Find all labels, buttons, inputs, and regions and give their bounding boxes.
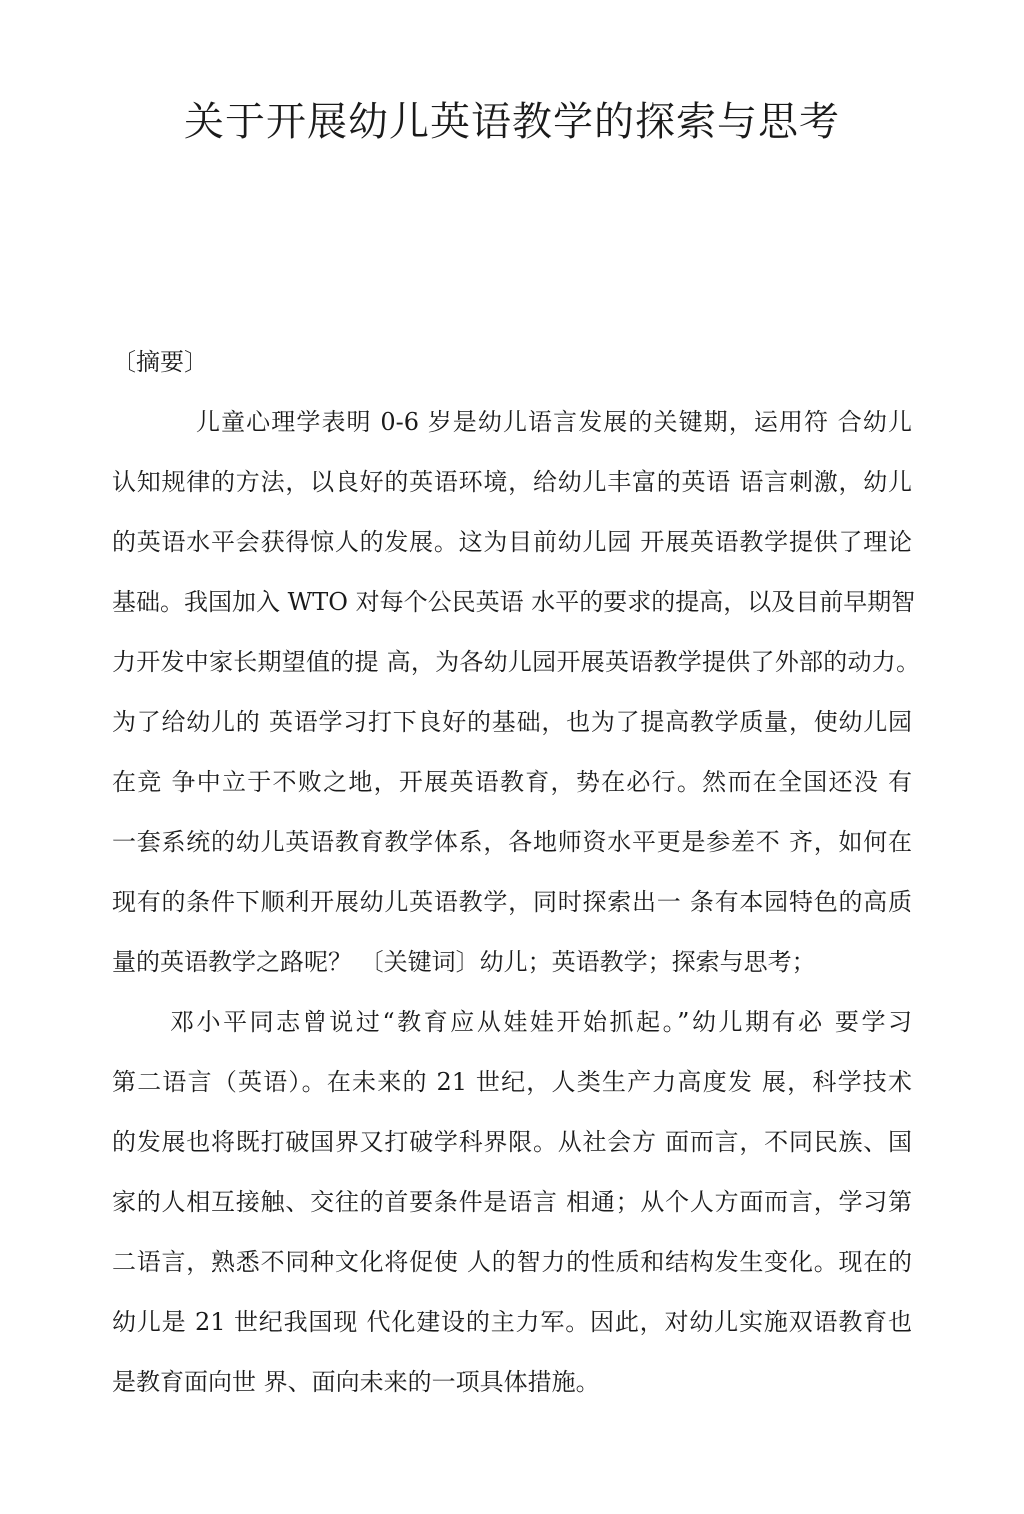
paragraph-line: 的英语水平会获得惊人的发展。这为目前幼儿园 开展英语教学提供了理论 xyxy=(112,528,912,556)
paragraph-line: 认知规律的方法，以良好的英语环境，给幼儿丰富的英语 语言刺激，幼儿 xyxy=(112,468,912,496)
paragraph-line: 的发展也将既打破国界又打破学科界限。从社会方 面而言，不同民族、国 xyxy=(112,1128,912,1156)
abstract-label: 〔摘要〕 xyxy=(112,348,208,376)
paragraph-line: 基础。我国加入 WTO 对每个公民英语 水平的要求的提高，以及目前早期智 xyxy=(112,588,916,616)
paragraph-line: 一套系统的幼儿英语教育教学体系，各地师资水平更是参差不 齐，如何在 xyxy=(112,828,912,856)
paragraph-line: 邓小平同志曾说过“教育应从娃娃开始抓起。”幼儿期有必 要学习 xyxy=(170,1008,912,1036)
paragraph-line: 量的英语教学之路呢？ 〔关键词〕幼儿；英语教学；探索与思考； xyxy=(112,948,816,976)
paragraph-line: 幼儿是 21 世纪我国现 代化建设的主力军。因此，对幼儿实施双语教育也 xyxy=(112,1308,912,1336)
paragraph-line: 为了给幼儿的 英语学习打下良好的基础，也为了提高教学质量，使幼儿园 xyxy=(112,708,912,736)
paragraph-line: 家的人相互接触、交往的首要条件是语言 相通；从个人方面而言，学习第 xyxy=(112,1188,912,1216)
paragraph-line: 在竞 争中立于不败之地，开展英语教育，势在必行。然而在全国还没 有 xyxy=(112,768,912,796)
paragraph-line: 第二语言（英语）。在未来的 21 世纪，人类生产力高度发 展，科学技术 xyxy=(112,1068,912,1096)
paragraph-line: 现有的条件下顺利开展幼儿英语教学，同时探索出一 条有本园特色的高质 xyxy=(112,888,912,916)
paragraph-line: 是教育面向世 界、面向未来的一项具体措施。 xyxy=(112,1368,600,1396)
paragraph-line: 力开发中家长期望值的提 高，为各幼儿园开展英语教学提供了外部的动力。 xyxy=(112,648,920,676)
document-title: 关于开展幼儿英语教学的探索与思考 xyxy=(184,99,840,145)
paragraph-line: 二语言，熟悉不同种文化将促使 人的智力的性质和结构发生变化。现在的 xyxy=(112,1248,912,1276)
paragraph-line: 儿童心理学表明 0-6 岁是幼儿语言发展的关键期，运用符 合幼儿 xyxy=(196,408,912,436)
